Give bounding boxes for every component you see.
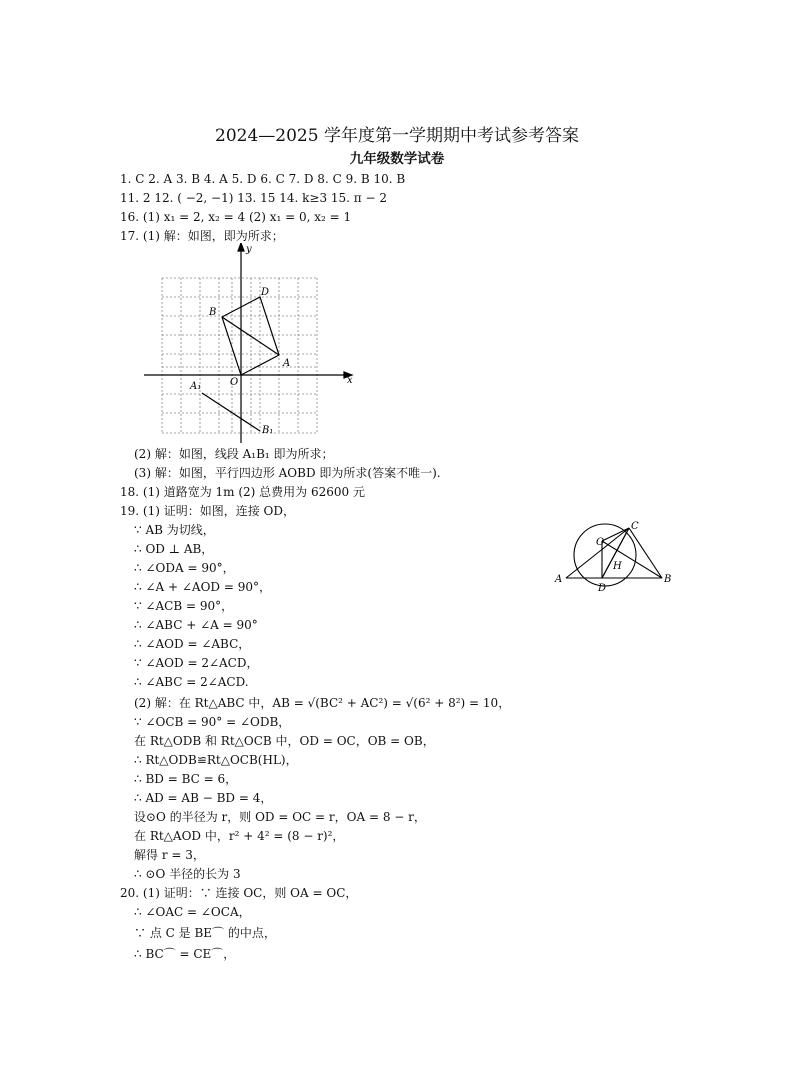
label-A: A (283, 358, 291, 369)
q20-line: ∵ 点 C 是 BE⌒ 的中点， (134, 926, 276, 940)
label-B1: B₁ (262, 425, 274, 436)
label-D: D (598, 583, 607, 594)
q19-line: 在 Rt△AOD 中，r² + 4² = (8 − r)²， (134, 829, 345, 843)
label-C: C (631, 521, 639, 532)
q18-answer: 18. (1) 道路宽为 1m (2) 总费用为 62600 元 (120, 485, 365, 499)
q19-line: ∴ ∠ODA = 90°， (134, 561, 235, 575)
q19-line: ∴ ∠AOD = ∠ABC， (134, 637, 251, 651)
label-y: y (246, 244, 252, 255)
q19-line: ∴ ⊙O 半径的长为 3 (134, 867, 241, 881)
label-D: D (261, 287, 270, 298)
q17-part2: (2) 解：如图，线段 A₁B₁ 即为所求； (134, 447, 334, 461)
q19-line: ∴ BD = BC = 6， (134, 772, 238, 786)
label-O: O (596, 537, 605, 548)
label-B: B (209, 307, 217, 318)
q19-line: ∴ Rt△ODB≌Rt△OCB(HL)， (134, 753, 298, 767)
label-H: H (613, 561, 622, 572)
segment-OB (602, 541, 662, 578)
q20-line: 20. (1) 证明：∵ 连接 OC，则 OA = OC， (120, 886, 358, 900)
q19-line: 设⊙O 的半径为 r，则 OD = OC = r，OA = 8 − r， (134, 810, 426, 824)
label-x: x (347, 375, 353, 386)
label-O: O (230, 377, 239, 388)
grid-lines (162, 278, 317, 433)
label-B: B (664, 574, 672, 585)
mc-answers: 1. C 2. A 3. B 4. A 5. D 6. C 7. D 8. C 9. B 10. B (120, 172, 406, 186)
segment-BA (222, 317, 279, 355)
q19-line: ∴ ∠A + ∠AOD = 90°， (134, 580, 271, 594)
segment-CB (629, 528, 662, 578)
q19-line: ∴ AD = AB − BD = 4， (134, 791, 273, 805)
q19-line: ∵ ∠AOD = 2∠ACD， (134, 656, 259, 670)
q19-line: ∵ ∠ACB = 90°， (134, 599, 234, 613)
q19-line: 解得 r = 3， (134, 848, 205, 862)
q19-line: ∴ OD ⊥ AB， (134, 542, 214, 556)
q20-line: ∴ BC⌒ = CE⌒， (134, 947, 236, 961)
q19-circle-figure (552, 519, 692, 599)
label-A: A (555, 574, 563, 585)
q19-line: 在 Rt△ODB 和 Rt△OCB 中，OD = OC，OB = OB， (134, 734, 435, 748)
q19-line: ∵ ∠OCB = 90° = ∠ODB， (134, 715, 291, 729)
q17-part3: (3) 解：如图，平行四边形 AOBD 即为所求(答案不唯一). (134, 466, 441, 480)
q20-line: ∴ ∠OAC = ∠OCA， (134, 905, 251, 919)
q19-line: ∴ ∠ABC + ∠A = 90° (134, 618, 258, 632)
q19-line: ∴ ∠ABC = 2∠ACD. (134, 675, 249, 689)
page-subtitle: 九年级数学试卷 (349, 151, 445, 167)
q19-line: ∵ AB 为切线， (134, 523, 215, 537)
q19-line: (2) 解：在 Rt△ABC 中，AB = √(BC² + AC²) = √(6² + 8²) = 10， (134, 696, 511, 710)
page-title: 2024—2025 学年度第一学期期中考试参考答案 (215, 126, 579, 146)
q19-line: 19. (1) 证明：如图，连接 OD， (120, 504, 295, 518)
q16-answer: 16. (1) x₁ = 2, x₂ = 4 (2) x₁ = 0, x₂ = 1 (120, 210, 352, 224)
label-A1: A₁ (190, 381, 202, 392)
q17-part1: 17. (1) 解：如图，即为所求； (120, 229, 284, 243)
y-axis-arrow (238, 243, 244, 251)
q17-grid-figure (140, 243, 360, 443)
fill-answers: 11. 2 12. ( −2, −1) 13. 15 14. k≥3 15. π − 2 (120, 191, 388, 205)
